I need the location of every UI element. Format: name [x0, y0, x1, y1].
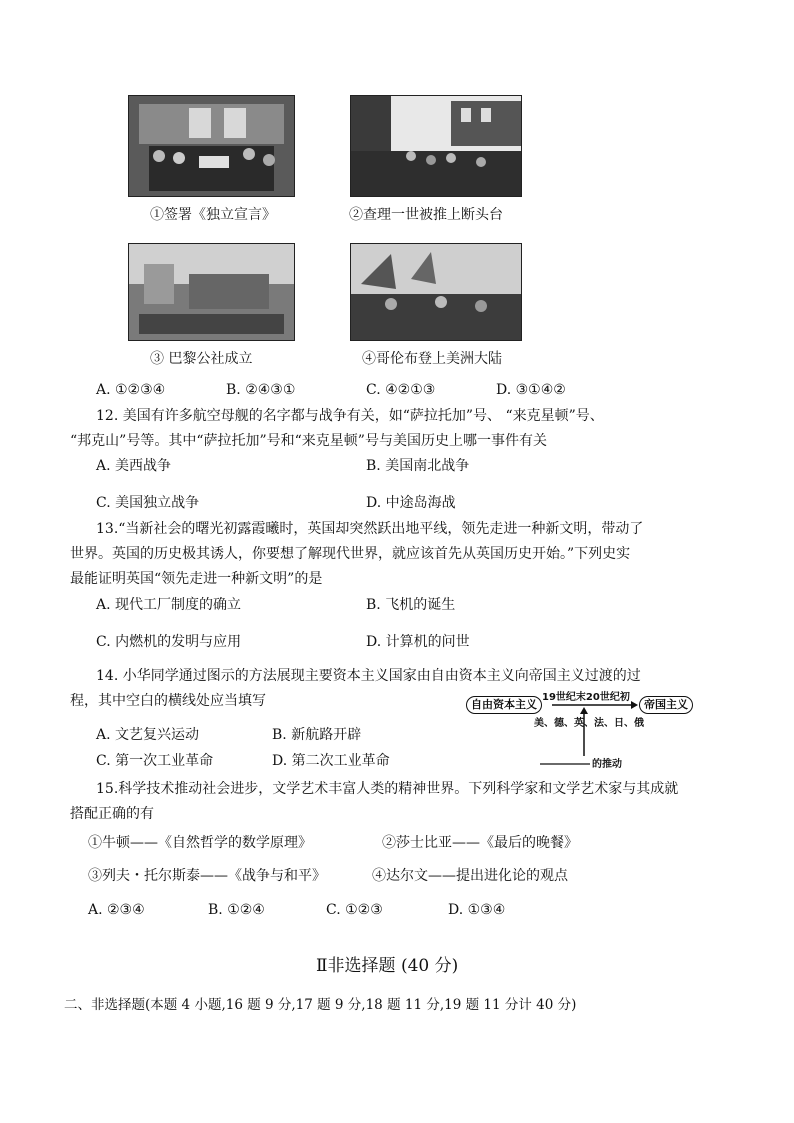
- q13-option-c: C. 内燃机的发明与应用: [96, 634, 242, 650]
- q13-stem-line-3: 最能证明英国“领先走进一种新文明”的是: [70, 571, 323, 587]
- section-title: Ⅱ非选择题 (40 分): [316, 956, 459, 976]
- photo-paris-commune: [128, 243, 295, 341]
- q13-stem-line-2: 世界。英国的历史极其诱人，你要想了解现代世界，就应该首先从英国历史开始。”下列史实: [70, 546, 631, 562]
- q13-option-d: D. 计算机的问世: [366, 634, 470, 650]
- q12-stem-line-2: “邦克山”号等。其中“萨拉托加”号和“来克星顿”号与美国历史上哪一事件有关: [70, 433, 547, 449]
- q14-option-a: A. 文艺复兴运动: [96, 727, 200, 743]
- q13-option-b: B. 飞机的诞生: [366, 597, 456, 613]
- q13-stem-line-1: 13.“当新社会的曙光初露霞曦时，英国却突然跃出地平线，领先走进一种新文明，带动了: [96, 521, 644, 537]
- photo-charles-execution: [350, 95, 522, 197]
- section-instruction: 二、非选择题(本题 4 小题,16 题 9 分,17 题 9 分,18 题 11 分,19 题 11 分计 40 分): [64, 997, 577, 1013]
- diagram-countries-label: 美、德、英、法、日、俄: [534, 718, 644, 729]
- q15-stem-line-2: 搭配正确的有: [70, 806, 154, 822]
- q14-stem-line-2: 程，其中空白的横线处应当填写: [70, 693, 266, 709]
- transition-diagram: [462, 686, 712, 770]
- q12-stem-line-1: 12. 美国有许多航空母舰的名字都与战争有关，如“萨拉托加”号、 “来克星顿”号、: [96, 408, 604, 424]
- q15-option-a: A. ②③④: [88, 902, 145, 918]
- diagram-box-imperialism: 帝国主义: [639, 696, 693, 714]
- q13-option-a: A. 现代工厂制度的确立: [96, 597, 242, 613]
- q14-option-d: D. 第二次工业革命: [272, 753, 390, 769]
- diagram-period-label: 19世纪末20世纪初: [542, 692, 630, 703]
- diagram-box-free-capitalism: 自由资本主义: [466, 696, 542, 714]
- q15-option-d: D. ①③④: [448, 902, 506, 918]
- q12-option-c: C. 美国独立战争: [96, 495, 200, 511]
- photo-columbus-landing: [350, 243, 522, 341]
- q15-item-1: ①牛顿——《自然哲学的数学原理》: [88, 835, 312, 851]
- q11-option-a: A. ①②③④: [96, 382, 166, 398]
- q15-item-3: ③列夫・托尔斯泰——《战争与和平》: [88, 868, 326, 884]
- q15-stem-line-1: 15.科学技术推动社会进步，文学艺术丰富人类的精神世界。下列科学家和文学艺术家与其成就: [96, 781, 679, 797]
- diagram-arrows: [462, 686, 712, 770]
- diagram-driver-label: 的推动: [592, 759, 622, 770]
- q12-option-b: B. 美国南北战争: [366, 458, 470, 474]
- q12-option-d: D. 中途岛海战: [366, 495, 456, 511]
- q11-option-b: B. ②④③①: [226, 382, 296, 398]
- q14-stem-line-1: 14. 小华同学通过图示的方法展现主要资本主义国家由自由资本主义向帝国主义过渡的过: [96, 668, 641, 684]
- caption-image-2: ②查理一世被推上断头台: [349, 207, 503, 223]
- caption-image-1: ①签署《独立宣言》: [150, 207, 276, 223]
- q14-option-b: B. 新航路开辟: [272, 727, 362, 743]
- caption-image-4: ④哥伦布登上美洲大陆: [362, 351, 502, 367]
- q12-option-a: A. 美西战争: [96, 458, 172, 474]
- photo-declaration-signing: [128, 95, 295, 197]
- q15-item-4: ④达尔文——提出进化论的观点: [372, 868, 568, 884]
- q15-option-b: B. ①②④: [208, 902, 265, 918]
- q11-option-c: C. ④②①③: [366, 382, 436, 398]
- q15-item-2: ②莎士比亚——《最后的晚餐》: [382, 835, 578, 851]
- q14-option-c: C. 第一次工业革命: [96, 753, 214, 769]
- q15-option-c: C. ①②③: [326, 902, 383, 918]
- caption-image-3: ③ 巴黎公社成立: [150, 351, 253, 367]
- q11-option-d: D. ③①④②: [496, 382, 566, 398]
